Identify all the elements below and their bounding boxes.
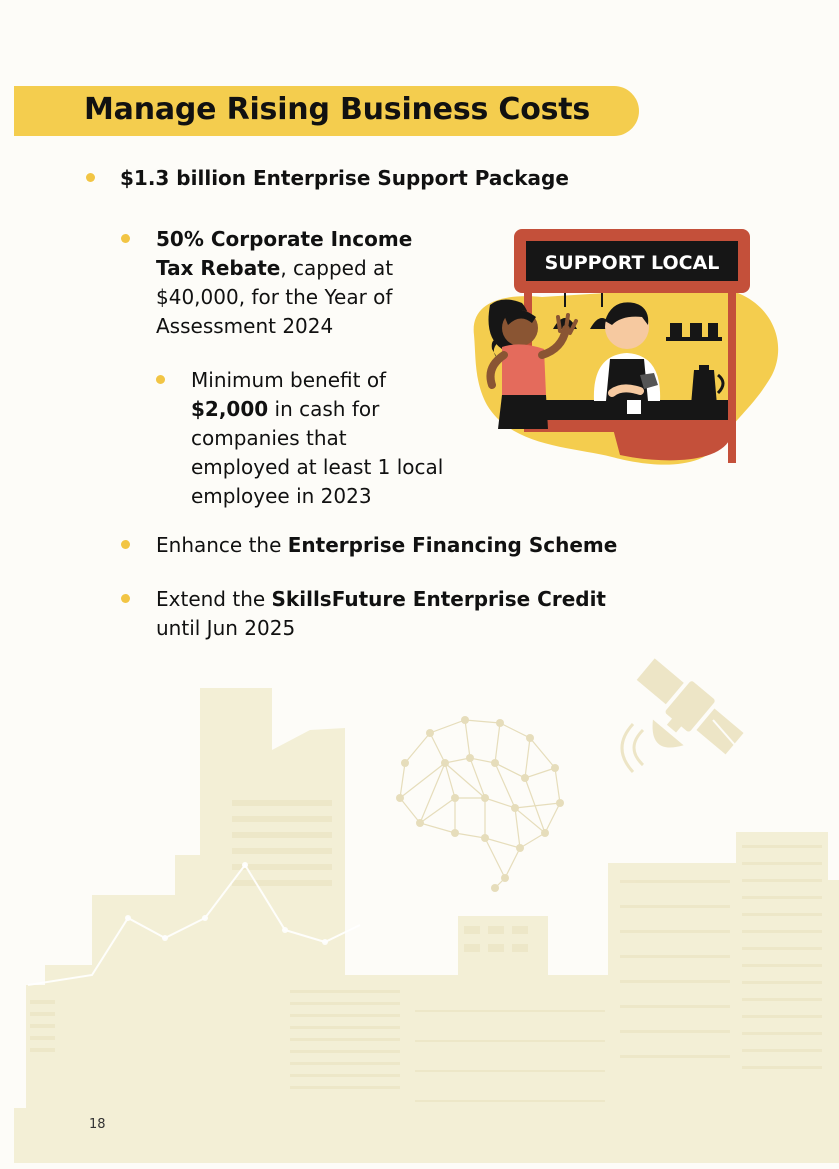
bold-text: $2,000	[191, 397, 269, 421]
bold-text: Enterprise Financing Scheme	[287, 533, 618, 557]
text: Enhance the	[156, 533, 288, 557]
text-line: employee in 2023	[191, 484, 372, 508]
page-number: 18	[89, 1117, 106, 1132]
text-line: until Jun 2025	[156, 616, 296, 640]
bullet-enterprise-financing-scheme	[156, 531, 617, 560]
bullet-corporate-income-tax-rebate	[156, 225, 476, 341]
support-local-stall-illustration	[462, 225, 792, 470]
network-brain-icon	[385, 708, 575, 898]
text-line: companies that	[191, 426, 347, 450]
bullet-minimum-benefit	[191, 366, 491, 511]
bold-text: SkillsFuture Enterprise Credit	[271, 587, 606, 611]
bullet-dot	[156, 375, 165, 384]
text-line: employed at least 1 local	[191, 455, 444, 479]
text-line: Minimum benefit of	[191, 368, 387, 392]
text-line: Assessment 2024	[156, 314, 334, 338]
text: Extend the	[156, 587, 272, 611]
bold-text: Tax Rebate	[156, 256, 281, 280]
text: in cash for	[268, 397, 380, 421]
bullet-dot	[121, 594, 130, 603]
bullet-skillsfuture-enterprise-credit	[156, 585, 606, 643]
bullet-enterprise-support-package: $1.3 billion Enterprise Support Package	[120, 166, 569, 190]
bullet-dot	[86, 173, 95, 182]
bullet-dot	[121, 540, 130, 549]
text: , capped at	[280, 256, 394, 280]
page-title: Manage Rising Business Costs	[84, 92, 591, 127]
support-local-sign-text: SUPPORT LOCAL	[544, 252, 720, 274]
bold-text: 50% Corporate Income	[156, 227, 413, 251]
text-line: $40,000, for the Year of	[156, 285, 393, 309]
satellite-icon	[615, 630, 765, 780]
bullet-dot	[121, 234, 130, 243]
